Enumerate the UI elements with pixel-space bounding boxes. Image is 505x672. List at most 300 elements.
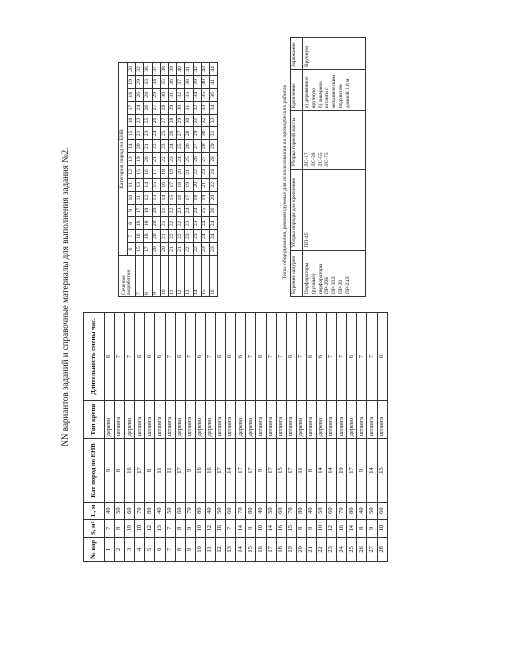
section-cell: 12 (177, 256, 185, 297)
variant-cell: 7 (185, 313, 195, 401)
category-cell: 10 (128, 191, 136, 204)
variant-cell: дерево (195, 401, 205, 439)
variants-header-cell: Тип крепи (84, 401, 105, 439)
variant-cell: 11 (205, 537, 215, 561)
variant-cell: 9 (185, 537, 195, 561)
productivity-body (119, 63, 218, 297)
productivity-value-cell: 24 (209, 165, 217, 178)
equipment-line: подхватом (337, 84, 344, 109)
productivity-value-cell: 21 (144, 140, 152, 153)
category-cell: 9 (128, 204, 136, 217)
variant-cell: штанга (367, 401, 377, 439)
productivity-value-cell: 33 (144, 75, 152, 88)
variant-cell: 6 (216, 313, 226, 401)
variant-cell: 24 (337, 537, 347, 561)
variants-header-cell: № вар (84, 537, 105, 561)
productivity-value-cell: 21 (168, 243, 176, 256)
equipment-line: ПР-30 (337, 279, 344, 294)
variant-row (276, 313, 286, 562)
variant-cell: 21 (306, 537, 316, 561)
productivity-value-cell: 20 (152, 217, 160, 230)
variant-cell: 18 (276, 537, 286, 561)
productivity-value-cell: 24 (201, 217, 209, 230)
variant-cell: 17 (236, 439, 246, 502)
variant-cell: 60 (276, 502, 286, 519)
productivity-value-cell: 15 (168, 191, 176, 204)
variant-cell: 6 (155, 537, 165, 561)
variant-cell: 19 (337, 439, 347, 502)
variant-cell: 6 (155, 313, 165, 401)
variant-cell: 6 (135, 313, 145, 401)
variant-row (256, 313, 266, 562)
productivity-value-cell: 20 (136, 140, 144, 153)
productivity-value-cell: 26 (136, 88, 144, 101)
productivity-value-cell: 25 (160, 127, 168, 140)
productivity-value-cell: 30 (177, 101, 185, 114)
productivity-value-cell: 32 (201, 114, 209, 127)
productivity-value-cell: 40 (201, 75, 209, 88)
variant-cell: 7 (367, 313, 377, 401)
variant-cell: 9 (105, 439, 115, 502)
productivity-value-cell: 34 (209, 101, 217, 114)
equipment-header-row (291, 38, 303, 297)
variant-cell: 1 (105, 537, 115, 561)
productivity-value-cell: 17 (168, 178, 176, 191)
productivity-value-cell: 28 (201, 140, 209, 153)
variant-cell: 17 (135, 439, 145, 502)
productivity-value-cell: 26 (209, 204, 217, 217)
productivity-value-cell: 17 (136, 204, 144, 217)
variant-cell: 7 (105, 519, 115, 537)
equipment-line: б) анкерное (317, 81, 324, 109)
variant-cell: 8 (115, 519, 125, 537)
category-cell: 17 (128, 101, 136, 114)
variant-cell: 40 (256, 502, 266, 519)
variant-cell: 6 (256, 313, 266, 401)
section-cell: 11 (168, 256, 176, 297)
variant-row (195, 313, 205, 562)
productivity-value-cell: 31 (168, 88, 176, 101)
productivity-value-cell: 38 (160, 63, 168, 76)
variant-cell: 15 (377, 439, 387, 502)
variant-cell: 50 (266, 502, 276, 519)
equipment-line: ЛС-75 (324, 152, 331, 167)
productivity-value-cell: 15 (136, 165, 144, 178)
productivity-value-cell: 36 (209, 88, 217, 101)
variant-cell: 50 (316, 502, 326, 519)
variant-cell: 14 (266, 519, 276, 537)
productivity-value-cell: 16 (177, 191, 185, 204)
productivity-value-cell: 39 (168, 63, 176, 76)
variant-cell: 40 (357, 502, 367, 519)
variant-cell: 14 (236, 537, 246, 561)
category-cell: 20 (128, 63, 136, 76)
section-cell: 16 (209, 256, 217, 297)
productivity-value-cell: 22 (168, 204, 176, 217)
productivity-value-cell: 28 (185, 127, 193, 140)
variant-cell: 50 (165, 502, 175, 519)
productivity-table (118, 62, 218, 297)
productivity-value-cell: 18 (144, 217, 152, 230)
section-cell: 8 (144, 256, 152, 297)
variant-cell: 22 (316, 537, 326, 561)
productivity-value-cell: 17 (144, 243, 152, 256)
variant-cell: 7 (205, 313, 215, 401)
variant-cell: 70 (185, 502, 195, 519)
equipment-line: а) деревянное (304, 76, 310, 109)
variant-cell: 10 (195, 537, 205, 561)
equipment-cell (303, 250, 366, 296)
variant-cell: 16 (216, 519, 226, 537)
variant-cell: штанга (357, 401, 367, 439)
variant-cell: 15 (286, 519, 296, 537)
variant-cell: 10 (256, 519, 266, 537)
variants-header-cell: S, м² (84, 519, 105, 537)
productivity-value-cell: 12 (144, 191, 152, 204)
productivity-row (201, 63, 209, 297)
variant-cell: 7 (357, 313, 367, 401)
variant-cell: 9 (367, 519, 377, 537)
variant-cell: 6 (175, 313, 185, 401)
equipment-line: штанги с (324, 87, 331, 109)
variant-row (145, 313, 155, 562)
category-cell: 14 (128, 140, 136, 153)
variant-cell: 11 (296, 439, 306, 502)
variant-cell: 7 (165, 537, 175, 561)
productivity-value-cell: 41 (185, 63, 193, 76)
productivity-value-cell: 19 (136, 153, 144, 166)
equipment-line: вручную (310, 87, 317, 109)
variant-cell: 7 (165, 313, 175, 401)
productivity-value-cell: 18 (193, 191, 201, 204)
variant-cell: 8 (296, 519, 306, 537)
productivity-value-cell: 13 (152, 191, 160, 204)
variant-cell: 60 (377, 502, 387, 519)
productivity-value-cell: 29 (168, 101, 176, 114)
productivity-value-cell: 22 (209, 178, 217, 191)
variant-row (306, 313, 316, 562)
variant-cell: 12 (327, 519, 337, 537)
productivity-value-cell: 21 (152, 153, 160, 166)
productivity-value-cell: 38 (185, 75, 193, 88)
variant-cell: 50 (216, 502, 226, 519)
equipment-cell (303, 38, 366, 70)
section-cell: 15 (201, 256, 209, 297)
variant-row (185, 313, 195, 562)
variant-cell: дерево (205, 401, 215, 439)
productivity-value-cell: 11 (136, 191, 144, 204)
variant-cell: дерево (296, 401, 306, 439)
productivity-value-cell: 18 (144, 230, 152, 243)
category-cell: 19 (128, 75, 136, 88)
productivity-value-cell: 23 (193, 230, 201, 243)
category-cell: 18 (128, 88, 136, 101)
variant-cell: 50 (115, 502, 125, 519)
category-cell: 7 (128, 230, 136, 243)
productivity-value-cell: 28 (144, 88, 152, 101)
variant-cell: штанга (185, 401, 195, 439)
equipment-line: ЛС-17 (304, 152, 310, 167)
productivity-value-cell: 16 (144, 165, 152, 178)
variant-cell: дерево (175, 401, 185, 439)
variant-cell: 80 (145, 502, 155, 519)
variant-cell: 16 (337, 519, 347, 537)
variant-cell: 6 (145, 313, 155, 401)
variant-cell: 7 (226, 519, 236, 537)
variant-cell: 60 (327, 502, 337, 519)
productivity-value-cell: 41 (209, 75, 217, 88)
category-cell: 15 (128, 127, 136, 140)
variant-cell: 7 (266, 313, 276, 401)
variant-cell: штанга (256, 401, 266, 439)
productivity-value-cell: 22 (152, 140, 160, 153)
productivity-value-cell: 13 (136, 178, 144, 191)
productivity-value-cell: 23 (201, 243, 209, 256)
productivity-value-cell: 21 (201, 178, 209, 191)
productivity-value-cell: 19 (168, 165, 176, 178)
variant-cell: 16 (205, 439, 215, 502)
variant-cell: 14 (226, 439, 236, 502)
variant-cell: 28 (377, 537, 387, 561)
productivity-value-cell: 22 (177, 230, 185, 243)
productivity-value-cell: 23 (185, 230, 193, 243)
productivity-value-cell: 24 (185, 204, 193, 217)
variant-cell: 19 (125, 519, 135, 537)
section-cell: 14 (193, 256, 201, 297)
productivity-corner: Сечение выработки (119, 256, 136, 297)
variant-cell: 6 (226, 313, 236, 401)
variant-row (327, 313, 337, 562)
variant-cell: 13 (155, 519, 165, 537)
productivity-value-cell: 20 (152, 230, 160, 243)
category-cell: 16 (128, 114, 136, 127)
variant-cell: 9 (357, 439, 367, 502)
productivity-value-cell: 16 (160, 178, 168, 191)
variant-row (165, 313, 175, 562)
productivity-value-cell: 31 (193, 114, 201, 127)
productivity-value-cell: 32 (136, 63, 144, 76)
productivity-value-cell: 34 (152, 75, 160, 88)
productivity-value-cell: 31 (185, 101, 193, 114)
category-cell: 12 (128, 165, 136, 178)
productivity-value-cell: 23 (185, 217, 193, 230)
productivity-value-cell: 28 (160, 101, 168, 114)
variant-row (377, 313, 387, 562)
equipment-line: ПР-24Л (344, 276, 351, 294)
variant-cell: 16 (195, 439, 205, 502)
variant-cell: 7 (115, 313, 125, 401)
variant-cell: 9 (306, 519, 316, 537)
productivity-value-cell: 16 (136, 217, 144, 230)
productivity-row (209, 63, 217, 297)
variant-cell: 19 (286, 537, 296, 561)
productivity-value-cell: 22 (185, 243, 193, 256)
variant-cell: штанга (145, 401, 155, 439)
productivity-row (177, 63, 185, 297)
productivity-value-cell: 35 (160, 75, 168, 88)
productivity-value-cell: 18 (177, 178, 185, 191)
productivity-value-cell: 21 (160, 204, 168, 217)
productivity-value-cell: 42 (193, 63, 201, 76)
productivity-value-cell: 26 (152, 114, 160, 127)
variant-cell: 6 (377, 313, 387, 401)
productivity-row (160, 63, 168, 297)
variant-row (246, 313, 256, 562)
productivity-value-cell: 29 (177, 114, 185, 127)
variant-cell: 6 (316, 313, 326, 401)
productivity-value-cell: 14 (144, 178, 152, 191)
equipment-header-cell: Бурение шпуров (291, 250, 303, 296)
productivity-category-title: Категория пород по ЕНВ (119, 63, 128, 256)
variant-cell: дерево (105, 401, 115, 439)
variant-cell: 16 (256, 537, 266, 561)
variant-cell: 40 (105, 502, 115, 519)
category-cell: 8 (128, 217, 136, 230)
variant-cell: 11 (165, 439, 175, 502)
variant-cell: 9 (246, 519, 256, 537)
variant-cell: 8 (175, 537, 185, 561)
variant-row (205, 313, 215, 562)
productivity-row (136, 63, 144, 297)
variant-cell: 8 (306, 439, 316, 502)
productivity-value-cell: 25 (185, 153, 193, 166)
variant-row (115, 313, 125, 562)
productivity-value-cell: 16 (136, 230, 144, 243)
variant-cell: штанга (337, 401, 347, 439)
variant-cell: 12 (205, 519, 215, 537)
section-cell: 9 (152, 256, 160, 297)
equipment-line: ПР-20Б (324, 276, 331, 294)
variants-header-row (84, 313, 105, 562)
productivity-value-cell: 36 (168, 75, 176, 88)
variant-cell: 8 (145, 439, 155, 502)
variant-cell: штанга (155, 401, 165, 439)
productivity-value-cell: 23 (144, 127, 152, 140)
variant-row (266, 313, 276, 562)
productivity-value-cell: 26 (168, 127, 176, 140)
variant-row (226, 313, 236, 562)
variant-cell: 6 (236, 313, 246, 401)
variant-cell: 25 (347, 537, 357, 561)
productivity-value-cell: 30 (185, 114, 193, 127)
variant-row (316, 313, 326, 562)
variant-row (236, 313, 246, 562)
productivity-value-cell: 33 (209, 114, 217, 127)
variant-cell: 70 (286, 502, 296, 519)
productivity-value-cell: 17 (152, 165, 160, 178)
productivity-value-cell: 24 (193, 204, 201, 217)
productivity-value-cell: 23 (160, 140, 168, 153)
productivity-row (144, 63, 152, 297)
variant-cell: 17 (266, 537, 276, 561)
productivity-value-cell: 24 (209, 217, 217, 230)
variant-cell: 60 (175, 502, 185, 519)
category-cell: 11 (128, 178, 136, 191)
variant-cell: 80 (195, 502, 205, 519)
productivity-value-cell: 21 (136, 127, 144, 140)
variant-cell: 60 (125, 502, 135, 519)
productivity-value-cell: 32 (177, 88, 185, 101)
productivity-value-cell: 22 (193, 243, 201, 256)
productivity-value-cell: 20 (177, 165, 185, 178)
productivity-value-cell: 20 (209, 191, 217, 204)
variant-cell: 40 (306, 502, 316, 519)
productivity-value-cell: 24 (177, 153, 185, 166)
variant-cell: 8 (115, 439, 125, 502)
productivity-value-cell: 27 (152, 101, 160, 114)
variant-cell: 17 (216, 439, 226, 502)
productivity-value-cell: 39 (193, 75, 201, 88)
productivity-value-cell: 40 (177, 63, 185, 76)
variant-cell: 5 (145, 537, 155, 561)
productivity-value-cell: 30 (201, 127, 209, 140)
equipment-line: перфораторы (317, 263, 324, 294)
productivity-value-cell: 22 (193, 165, 201, 178)
productivity-value-cell: 25 (177, 140, 185, 153)
equipment-line: ПР-30Л (331, 276, 337, 294)
variant-cell: 8 (175, 519, 185, 537)
productivity-value-cell: 37 (177, 75, 185, 88)
variant-cell: 14 (316, 439, 326, 502)
productivity-value-cell: 21 (177, 243, 185, 256)
variant-cell: 70 (337, 502, 347, 519)
variant-cell: 12 (145, 519, 155, 537)
variant-cell: 7 (246, 313, 256, 401)
productivity-value-cell: 27 (193, 140, 201, 153)
variant-cell: 23 (327, 537, 337, 561)
equipment-table (290, 37, 366, 297)
productivity-value-cell: 14 (160, 191, 168, 204)
equipment-header-cell: Крепление (291, 70, 303, 111)
variant-cell: 70 (236, 502, 246, 519)
variant-cell: штанга (276, 401, 286, 439)
variant-row (347, 313, 357, 562)
productivity-value-cell: 29 (136, 75, 144, 88)
variant-cell: штанга (377, 401, 387, 439)
productivity-title-row (119, 63, 128, 297)
productivity-value-cell: 29 (193, 127, 201, 140)
productivity-value-cell: 24 (152, 127, 160, 140)
variant-cell: 3 (125, 537, 135, 561)
variant-cell: 80 (246, 502, 256, 519)
equipment-title: Типы оборудования, рекомендуемые для использования на проходческих работах (282, 84, 288, 280)
variant-cell: штанга (266, 401, 276, 439)
variant-cell: 60 (226, 502, 236, 519)
equipment-header-cell: Уборка горной массы (291, 111, 303, 170)
variant-cell: 6 (286, 313, 296, 401)
productivity-value-cell: 33 (185, 88, 193, 101)
variant-cell: дерево (236, 401, 246, 439)
variant-cell: дерево (125, 401, 135, 439)
productivity-value-cell: 27 (160, 114, 168, 127)
variant-cell: 12 (216, 537, 226, 561)
variant-cell: 40 (205, 502, 215, 519)
variant-cell: 7 (337, 313, 347, 401)
productivity-value-cell: 15 (136, 243, 144, 256)
equipment-cell (303, 111, 366, 170)
variants-header-cell: L, м (84, 502, 105, 519)
productivity-value-cell: 32 (193, 101, 201, 114)
equipment-header-cell: Уборка породы для крепления (291, 169, 303, 250)
productivity-row (185, 63, 193, 297)
productivity-value-cell: 25 (201, 204, 209, 217)
productivity-value-cell: 21 (185, 165, 193, 178)
section-cell: 13 (185, 256, 193, 297)
variant-row (135, 313, 145, 562)
variant-cell: 16 (276, 519, 286, 537)
variant-cell: 10 (316, 519, 326, 537)
equipment-cell (303, 70, 366, 111)
